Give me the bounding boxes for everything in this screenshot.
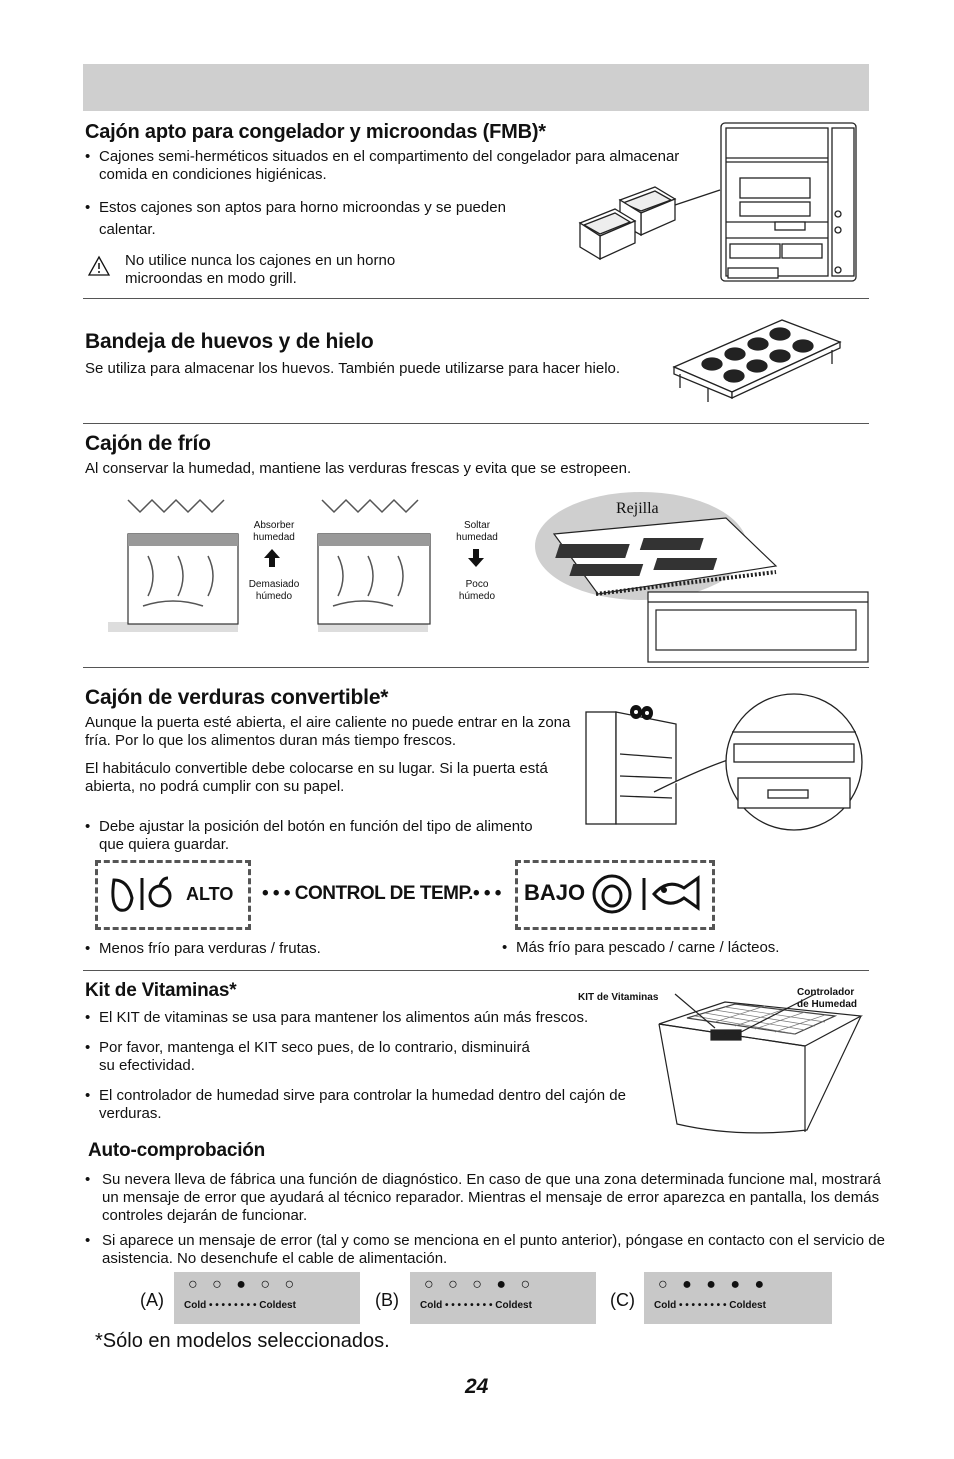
panel-b-leds: ○ ○ ○ ● ○ xyxy=(424,1276,536,1293)
panel-a-cold: Cold xyxy=(184,1300,207,1311)
humidity-controller-label-line-2: de Humedad xyxy=(797,999,858,1010)
divider xyxy=(83,423,869,424)
kit-label: KIT de Vitaminas xyxy=(578,992,659,1003)
fmb-warning: No utilice nunca los cajones en un horno microondas en modo grill. xyxy=(125,252,396,287)
panel-b-scale xyxy=(420,1300,532,1311)
vit-bullet-1: • El KIT de vitaminas se usa para mantener los alimentos aún más frescos. xyxy=(85,1009,659,1027)
panel-c-mid: • • • • • • • • xyxy=(679,1300,727,1311)
humidity-controller-label-line-1: Controlador xyxy=(797,987,855,998)
cold-title: Cajón de frío xyxy=(85,432,211,455)
panel-b-label: (B) xyxy=(375,1290,399,1310)
fridge-open-door-illustration xyxy=(584,692,864,832)
arrow-up-icon xyxy=(264,549,280,567)
arrow-down-icon xyxy=(468,549,484,567)
vit-title: Kit de Vitaminas* xyxy=(85,980,237,1001)
divider xyxy=(83,298,869,299)
low-humid-label: Poco húmedo xyxy=(458,579,496,602)
page-number: 24 xyxy=(465,1375,489,1398)
temp-control-label: • • • CONTROL DE TEMP.• • • xyxy=(262,883,501,904)
eggs-title: Bandeja de huevos y de hielo xyxy=(85,330,374,353)
panel-a xyxy=(174,1272,360,1324)
warning-icon xyxy=(88,256,110,276)
panel-c xyxy=(644,1272,832,1324)
grille-drawer-illustration xyxy=(536,494,872,664)
panel-a-mid: • • • • • • • • xyxy=(209,1300,257,1311)
low-label: BAJO xyxy=(524,880,586,905)
panel-b-cold: Cold xyxy=(420,1300,443,1311)
panel-a-scale xyxy=(184,1300,296,1311)
humid-drawer-illustration xyxy=(108,496,248,634)
panel-b-coldest: Coldest xyxy=(495,1300,532,1311)
auto-bullet-2: • Si aparece un mensaje de error (tal y como se menciona en el punto anterior), póngase en contacto con el servicio de asistencia. No desenchufe el cable de alimentación. xyxy=(85,1232,892,1268)
cold-text: Al conservar la humedad, mantiene las verduras frescas y evita que se estropeen. xyxy=(85,460,632,477)
too-humid-label: Demasiado húmedo xyxy=(248,579,300,602)
veg-bullet-1: • Debe ajustar la posición del botón en función del tipo de alimento que quiera guardar. xyxy=(85,818,559,854)
vit-bullet-2: • Por favor, mantenga el KIT seco pues, de lo contrario, disminuirá su efectividad. xyxy=(85,1039,539,1075)
more-cold-note: • Más frío para pescado / carne / lácteos. xyxy=(502,939,856,957)
eggs-text: Se utiliza para almacenar los huevos. También puede utilizarse para hacer hielo. xyxy=(85,360,621,377)
fmb-drawers-illustration xyxy=(575,185,715,270)
dry-drawer-illustration xyxy=(318,496,438,634)
fish-meat-icon xyxy=(592,872,708,916)
footnote: *Sólo en modelos seleccionados. xyxy=(95,1330,390,1352)
auto-bullet-1: • Su nevera lleva de fábrica una función de diagnóstico. En caso de que una zona determinada funcione mal, mostrará un mensaje de error que ayudará al técnico reparador. Mientras el mensaje de error aparezca en pantalla, los demás controles dejarán de funcionar. xyxy=(85,1171,892,1225)
divider xyxy=(83,667,869,668)
panel-b xyxy=(410,1272,596,1324)
panel-c-label: (C) xyxy=(610,1290,635,1310)
panel-c-coldest: Coldest xyxy=(729,1300,766,1311)
panel-c-leds: ○ ● ● ● ● xyxy=(658,1276,770,1293)
header-bar xyxy=(83,64,869,111)
panel-c-scale xyxy=(654,1300,766,1311)
panel-c-cold: Cold xyxy=(654,1300,677,1311)
fmb-bullet-1: • Cajones semi-herméticos situados en el compartimento del congelador para almacenar comida en condiciones higiénicas. xyxy=(85,148,699,184)
vit-bullet-3: • El controlador de humedad sirve para controlar la humedad dentro del cajón de verduras. xyxy=(85,1087,659,1123)
auto-title: Auto-comprobación xyxy=(88,1140,266,1161)
panel-b-mid: • • • • • • • • xyxy=(445,1300,493,1311)
egg-tray-illustration xyxy=(672,312,842,412)
fmb-bullet-2: • Estos cajones son aptos para horno microondas y se pueden calentar. xyxy=(85,197,529,241)
high-label: ALTO xyxy=(186,884,234,904)
vitamin-drawer-illustration xyxy=(655,994,865,1136)
fmb-title: Cajón apto para congelador y microondas (FMB)* xyxy=(85,121,546,143)
veg-paragraph-2: El habitáculo convertible debe colocarse en su lugar. Si la puerta está abierta, no podrá cumplir con su papel. xyxy=(85,760,548,795)
less-cold-note: • Menos frío para verduras / frutas. xyxy=(85,940,399,958)
release-label: Soltar humedad xyxy=(456,520,498,543)
grille-label: Rejilla xyxy=(616,500,659,517)
panel-a-leds: ○ ○ ● ○ ○ xyxy=(188,1276,300,1293)
divider xyxy=(83,970,869,971)
panel-a-coldest: Coldest xyxy=(259,1300,296,1311)
panel-a-label: (A) xyxy=(140,1290,164,1310)
absorb-label: Absorber humedad xyxy=(253,520,295,543)
fridge-freezer-illustration xyxy=(720,122,858,282)
veg-title: Cajón de verduras convertible* xyxy=(85,686,389,709)
veg-paragraph-1: Aunque la puerta esté abierta, el aire caliente no puede entrar en la zona fría. Por lo que los alimentos duran más tiempo frescos. xyxy=(85,714,571,749)
vegetable-icon xyxy=(108,874,180,914)
